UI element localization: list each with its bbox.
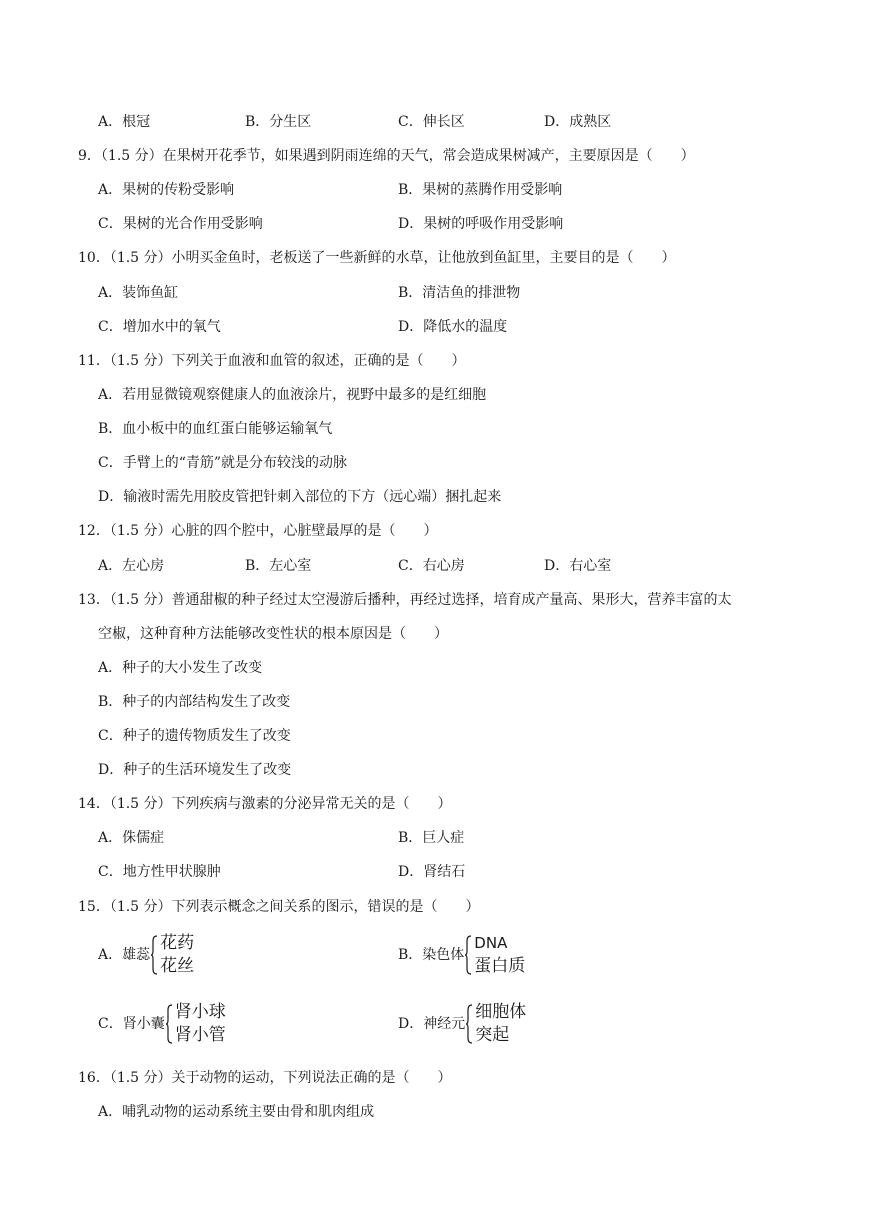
q15-option-b xyxy=(398,932,525,978)
q10-option-a: A．装饰鱼缸 xyxy=(98,285,179,301)
q9-option-c: C．果树的光合作用受影响 xyxy=(98,216,263,232)
q12-option-b: B．左心室 xyxy=(245,558,312,574)
q16-stem: 16．（1.5 分）关于动物的运动，下列说法正确的是（ ） xyxy=(78,1070,452,1086)
q15-option-c-items xyxy=(175,1001,226,1047)
q12-option-d: D．右心室 xyxy=(544,558,612,574)
q13-option-b: B．种子的内部结构发生了改变 xyxy=(98,694,291,710)
q11-stem: 11．（1.5 分）下列关于血液和血管的叙述，正确的是（ ） xyxy=(78,353,466,369)
q15-option-c-item-2: 肾小管 xyxy=(174,1025,226,1045)
q13-option-d: D．种子的生活环境发生了改变 xyxy=(98,762,292,778)
q9-option-b: B．果树的蒸腾作用受影响 xyxy=(398,182,563,198)
q15-option-d-item-2: 突起 xyxy=(475,1025,510,1045)
q10-option-c: C．增加水中的氧气 xyxy=(98,319,221,335)
q15-option-b-label: B．染色体 xyxy=(398,947,465,963)
q9-option-d: D．果树的呼吸作用受影响 xyxy=(398,216,564,232)
q11-option-a: A．若用显微镜观察健康人的血液涂片，视野中最多的是红细胞 xyxy=(98,387,487,403)
q15-option-b-items xyxy=(474,932,525,978)
q14-option-c: C．地方性甲状腺肿 xyxy=(98,864,221,880)
q14-option-a: A．侏儒症 xyxy=(98,830,165,846)
q13-stem-line2: 空椒，这种育种方法能够改变性状的根本原因是（ ） xyxy=(98,626,448,642)
q15-option-a-item-2: 花丝 xyxy=(160,956,195,976)
q15-option-b-item-1: DNA xyxy=(474,934,508,952)
q10-option-d: D．降低水的温度 xyxy=(398,319,508,335)
q8-option-b: B．分生区 xyxy=(245,114,312,130)
q14-stem: 14．（1.5 分）下列疾病与激素的分泌异常无关的是（ ） xyxy=(78,796,452,812)
q15-option-b-item-2: 蛋白质 xyxy=(474,956,526,976)
q10-option-b: B．清洁鱼的排泄物 xyxy=(398,285,521,301)
q15-option-c-label: C．肾小囊 xyxy=(98,1016,165,1032)
q15-option-a-item-1: 花药 xyxy=(160,933,195,953)
q15-option-a-items xyxy=(160,932,194,978)
q15-option-d xyxy=(398,1001,526,1047)
q15-option-c xyxy=(98,1001,226,1047)
q15-option-d-item-1: 细胞体 xyxy=(475,1002,527,1022)
q11-option-d: D．输液时需先用胶皮管把针刺入部位的下方（远心端）捆扎起来 xyxy=(98,489,502,505)
q12-stem: 12．（1.5 分）心脏的四个腔中，心脏壁最厚的是（ ） xyxy=(78,523,438,539)
q15-option-c-item-1: 肾小球 xyxy=(174,1002,226,1022)
left-brace-icon xyxy=(465,935,472,975)
q11-option-c: C．手臂上的“青筋”就是分布较浅的动脉 xyxy=(98,455,348,471)
q9-option-a: A．果树的传粉受影响 xyxy=(98,182,235,198)
left-brace-icon xyxy=(466,1004,473,1044)
q10-stem: 10．（1.5 分）小明买金鱼时，老板送了一些新鲜的水草，让他放到鱼缸里，主要目的是（ ） xyxy=(78,250,676,266)
q11-option-b: B．血小板中的血红蛋白能够运输氧气 xyxy=(98,421,333,437)
q15-option-d-label: D．神经元 xyxy=(398,1016,466,1032)
q8-option-a: A．根冠 xyxy=(98,114,151,130)
q8-option-d: D．成熟区 xyxy=(544,114,612,130)
q9-stem: 9．（1.5 分）在果树开花季节，如果遇到阴雨连绵的天气，常会造成果树减产，主要原因是（ ） xyxy=(78,148,695,164)
left-brace-icon xyxy=(166,1004,173,1044)
q13-stem-line1: 13．（1.5 分）普通甜椒的种子经过太空漫游后播种，再经过选择，培育成产量高、果形大，营养丰富的太 xyxy=(78,592,732,608)
q8-option-c: C．伸长区 xyxy=(398,114,465,130)
q15-stem: 15．（1.5 分）下列表示概念之间关系的图示，错误的是（ ） xyxy=(78,899,480,915)
q13-option-c: C．种子的遗传物质发生了改变 xyxy=(98,728,291,744)
q14-option-b: B．巨人症 xyxy=(398,830,465,846)
q13-option-a: A．种子的大小发生了改变 xyxy=(98,660,263,676)
q12-option-a: A．左心房 xyxy=(98,558,165,574)
q15-option-a xyxy=(98,932,194,978)
q15-option-a-label: A．雄蕊 xyxy=(98,947,151,963)
left-brace-icon xyxy=(151,935,158,975)
q16-option-a: A．哺乳动物的运动系统主要由骨和肌肉组成 xyxy=(98,1104,375,1120)
q15-option-d-items xyxy=(475,1001,526,1047)
q14-option-d: D．肾结石 xyxy=(398,864,466,880)
q12-option-c: C．右心房 xyxy=(398,558,465,574)
